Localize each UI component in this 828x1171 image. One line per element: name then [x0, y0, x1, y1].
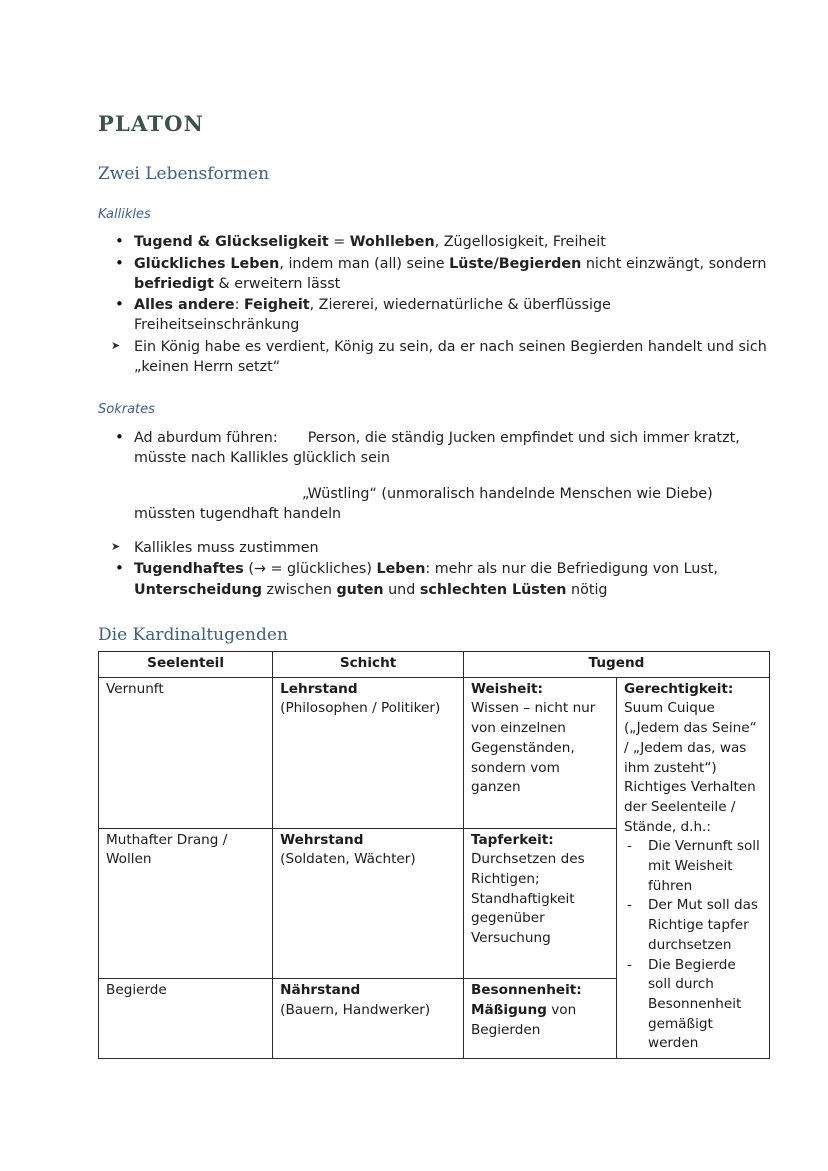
- subheading-sokrates: Sokrates: [98, 402, 155, 418]
- kallikles-bullet-list: [98, 232, 770, 377]
- kardinaltugenden-table: [98, 651, 770, 1059]
- sokrates-bullet-list-1: [98, 428, 770, 469]
- bullet-run: Feigheit: [243, 297, 310, 314]
- cell-tugend: [463, 979, 616, 1059]
- bullet-run: Kallikles muss zustimmen: [134, 540, 319, 557]
- cell-seelenteil: Begierde: [99, 979, 273, 1059]
- bullet-run: befriedigt: [134, 275, 215, 292]
- cell-gerechtigkeit-title: Gerechtigkeit:: [623, 680, 734, 697]
- bullet-run: Tugendhaftes: [134, 561, 244, 578]
- page-title: PLATON: [98, 111, 205, 136]
- bullet-run: =: [328, 234, 350, 251]
- cell-tugend-bold2: Mäßigung: [470, 1002, 547, 1019]
- bullet-run: , Ziererei, wiedernatürliche & überflüssige Freiheitseinschränkung: [134, 297, 611, 334]
- cell-schicht-rest: (Soldaten, Wächter): [280, 851, 416, 868]
- list-item: [98, 295, 770, 336]
- dash-item: - Die Vernunft soll mit Weisheit führen: [624, 837, 762, 896]
- spacer: [98, 524, 770, 538]
- table-head: [99, 651, 770, 677]
- list-item: [98, 337, 770, 378]
- cell-seelenteil: Muthafter Drang / Wollen: [99, 828, 273, 979]
- spacer: [98, 378, 770, 402]
- cell-tugend-bold: Besonnenheit:: [470, 982, 582, 999]
- spacer: [98, 470, 770, 484]
- cell-schicht: [273, 979, 464, 1059]
- bullet-run: Lüste/Begierden: [449, 255, 582, 272]
- bullet-run: Ad aburdum führen:: [134, 429, 278, 446]
- bullet-run: & erweitern lässt: [214, 275, 341, 292]
- table-header-row: [99, 651, 770, 677]
- wuestling-paragraph: [98, 484, 770, 525]
- bullet-run: nötig: [566, 581, 608, 598]
- table-column-header-seelenteil: Seelenteil: [99, 651, 273, 677]
- bullet-run: nicht einzwängt, sondern: [581, 255, 767, 272]
- bullet-run: Glückliches Leben: [134, 255, 280, 272]
- cell-schicht-bold: Nährstand: [280, 982, 361, 999]
- list-item: [98, 254, 770, 295]
- paragraph-text: „Wüstling“ (unmoralisch handelnde Menschen wie Diebe) müssten tugendhaft handeln: [134, 485, 713, 522]
- cell-tugend: [463, 677, 616, 828]
- document-content: [98, 112, 770, 1059]
- bullet-run: Ein König habe es verdient, König zu sein, da er nach seinen Begierden handelt und sich „keinen Herrn setzt“: [134, 338, 767, 376]
- cell-gerechtigkeit-merged: [616, 677, 769, 1058]
- list-item: [98, 559, 770, 600]
- bullet-run: zwischen: [261, 581, 337, 598]
- bullet-run: Leben: [376, 561, 426, 578]
- table-body: [99, 677, 770, 1058]
- table-row: [99, 677, 770, 828]
- cell-tugend-bold: Weisheit:: [470, 680, 543, 697]
- bullet-run: Person, die ständig Jucken empfindet und sich immer kratzt, müsste nach Kallikles glücklich sein: [134, 429, 740, 467]
- bullet-run: und: [383, 581, 420, 598]
- cell-tugend-rest: Wissen – nicht nur von einzelnen Gegenständen, sondern vom ganzen: [470, 700, 596, 796]
- bullet-run: , Zügellosigkeit, Freiheit: [434, 234, 606, 251]
- cell-tugend-rest: Durchsetzen des Richtigen; Standhaftigkeit gegenüber Versuchung: [470, 851, 585, 947]
- table-column-header-tugend: Tugend: [463, 651, 769, 677]
- dash-item: - Die Begierde soll durch Besonnenheit gemäßigt werden: [624, 956, 762, 1055]
- bullet-run: Tugend & Glückseligkeit: [134, 234, 329, 251]
- bullet-run: Wohlleben: [349, 234, 435, 251]
- section-heading-kardinaltugenden: Die Kardinaltugenden: [98, 624, 288, 645]
- spacer: [98, 601, 770, 625]
- cell-schicht-rest: (Bauern, Handwerker): [280, 1002, 431, 1019]
- bullet-run: Alles andere: [134, 297, 235, 314]
- cell-tugend: [463, 828, 616, 979]
- cell-schicht-bold: Wehrstand: [280, 831, 364, 848]
- cell-tugend-rest: von Begierden: [470, 1002, 577, 1038]
- list-item: [98, 538, 770, 558]
- cell-seelenteil: Vernunft: [99, 677, 273, 828]
- list-item: [98, 428, 770, 469]
- cell-schicht-bold: Lehrstand: [280, 680, 358, 697]
- cell-tugend-bold: Tapferkeit:: [470, 831, 554, 848]
- table-column-header-schicht: Schicht: [273, 651, 464, 677]
- bullet-run: (→ = glückliches): [243, 561, 377, 578]
- bullet-run: guten: [336, 581, 384, 598]
- cell-schicht-rest: (Philosophen / Politiker): [280, 700, 441, 717]
- bullet-run: : mehr als nur die Befriedigung von Lust,: [425, 561, 718, 578]
- bullet-run: schlechten Lüsten: [419, 581, 567, 598]
- subheading-kallikles: Kallikles: [98, 206, 151, 222]
- sokrates-bullet-list-2: [98, 538, 770, 600]
- section-heading-zwei-lebensformen: Zwei Lebensformen: [98, 164, 270, 185]
- bullet-run: , indem man (all) seine: [279, 255, 450, 272]
- dash-item: - Der Mut soll das Richtige tapfer durchsetzen: [624, 896, 762, 955]
- bullet-run: :: [234, 297, 244, 314]
- cell-schicht: [273, 677, 464, 828]
- cell-gerechtigkeit-body: Suum Cuique („Jedem das Seine“ / „Jedem das, was ihm zusteht“) Richtiges Verhalten der Seelenteile / Stände, d.h.:: [623, 700, 757, 835]
- cell-schicht: [273, 828, 464, 979]
- list-item: [98, 232, 770, 252]
- bullet-run: Unterscheidung: [134, 581, 262, 598]
